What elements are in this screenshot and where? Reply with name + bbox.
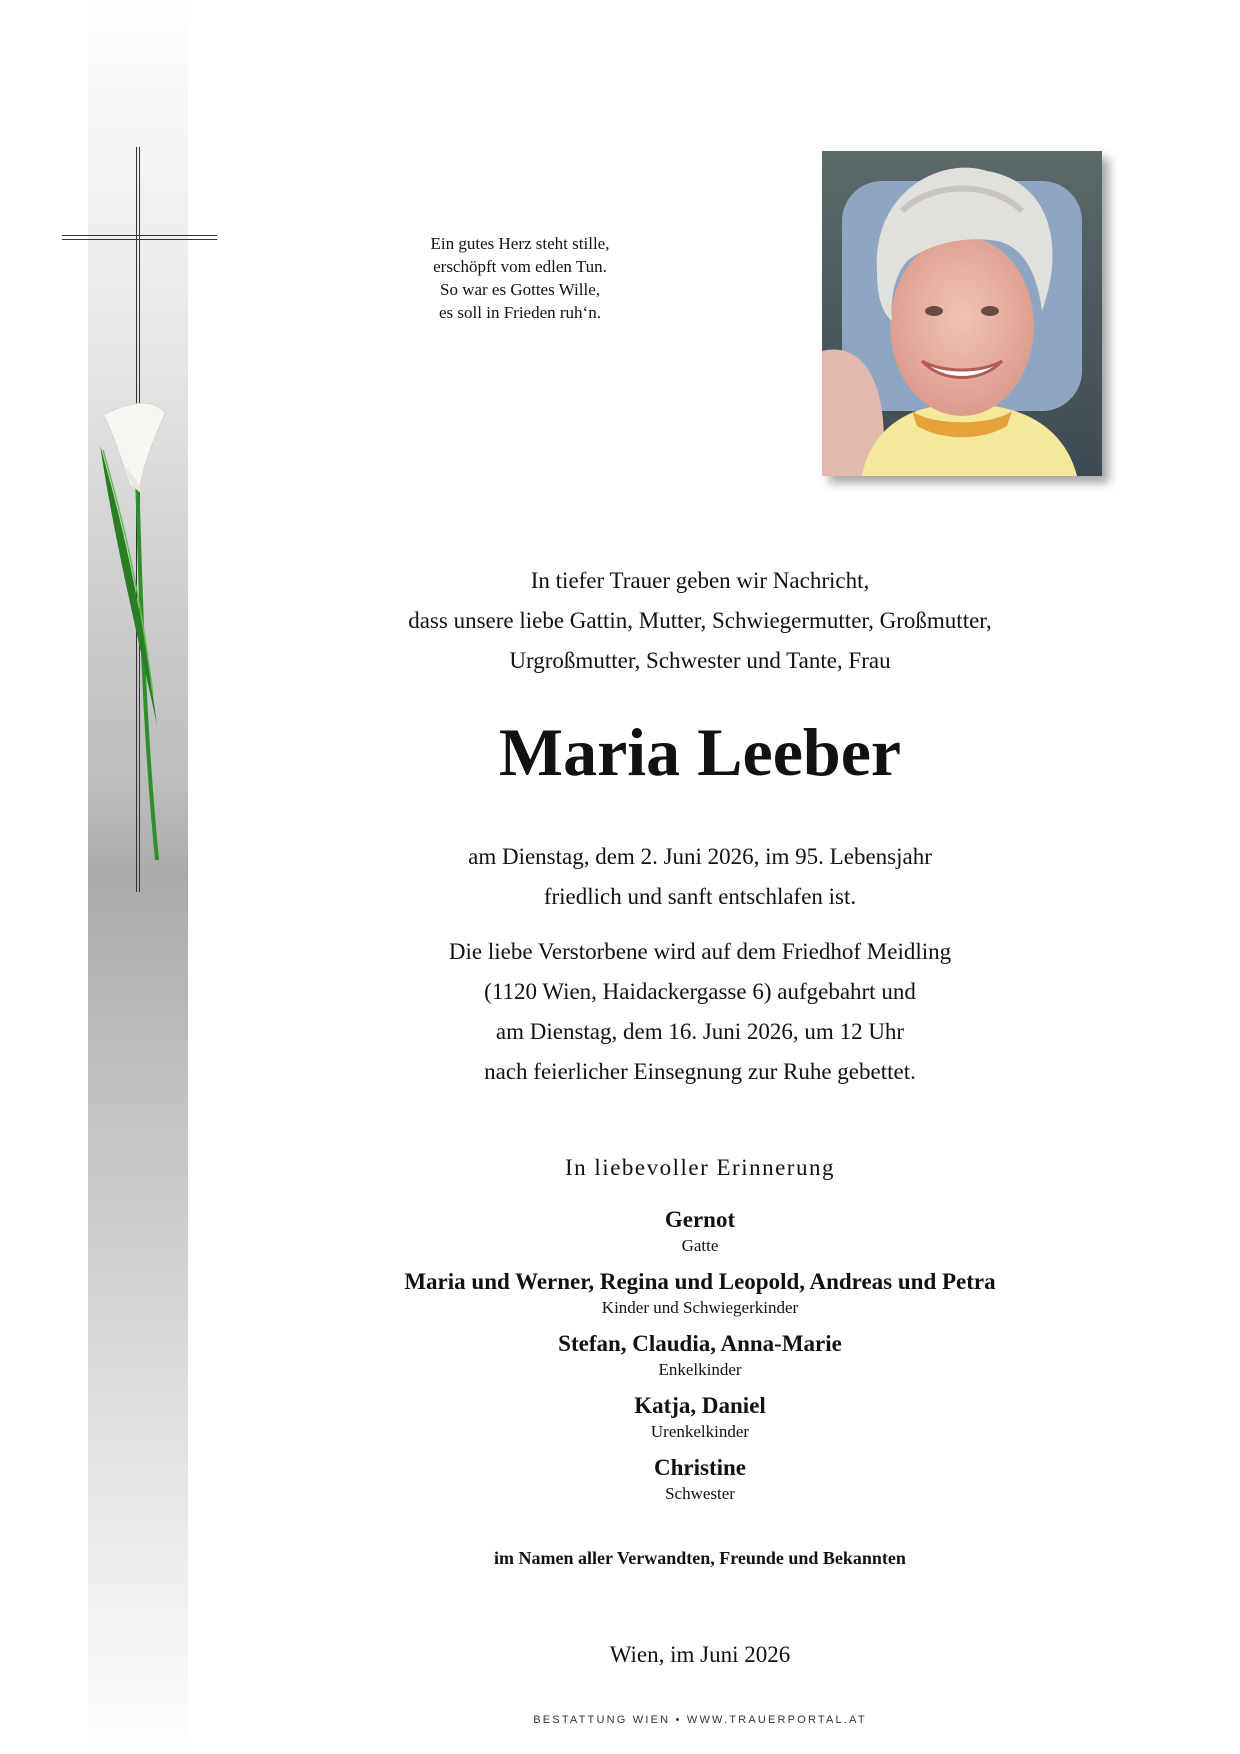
relative-group bbox=[330, 1453, 1070, 1505]
relative-names: Christine bbox=[654, 1455, 746, 1480]
poem-line: Ein gutes Herz steht stille, bbox=[430, 234, 610, 253]
relative-names: Maria und Werner, Regina und Leopold, Andreas und Petra bbox=[404, 1269, 996, 1294]
poem bbox=[400, 232, 640, 324]
poem-line: So war es Gottes Wille, bbox=[439, 280, 600, 299]
intro-line: Urgroßmutter, Schwester und Tante, Frau bbox=[509, 648, 891, 673]
death-line: am Dienstag, dem 2. Juni 2026, im 95. Lebensjahr bbox=[468, 844, 932, 869]
relative-names: Stefan, Claudia, Anna-Marie bbox=[558, 1331, 842, 1356]
place-date: Wien, im Juni 2026 bbox=[609, 1642, 791, 1667]
burial-line: nach feierlicher Einsegnung zur Ruhe gebettet. bbox=[484, 1059, 916, 1084]
intro-line: dass unsere liebe Gattin, Mutter, Schwiegermutter, Großmutter, bbox=[408, 608, 992, 633]
burial-line: am Dienstag, dem 16. Juni 2026, um 12 Uhr bbox=[495, 1019, 905, 1044]
death-date-text bbox=[330, 837, 1070, 917]
poem-line: es soll in Frieden ruh‘n. bbox=[439, 303, 601, 322]
footer-credit: BESTATTUNG WIEN • WWW.TRAUERPORTAL.AT bbox=[533, 1714, 867, 1726]
relative-role: Schwester bbox=[665, 1484, 735, 1503]
relative-group bbox=[330, 1267, 1070, 1319]
deceased-name: Maria Leeber bbox=[498, 714, 902, 790]
intro-line: In tiefer Trauer geben wir Nachricht, bbox=[530, 568, 870, 593]
burial-info bbox=[330, 932, 1070, 1092]
portrait-photo bbox=[822, 151, 1102, 476]
burial-line: Die liebe Verstorbene wird auf dem Friedhof Meidling bbox=[448, 939, 952, 964]
relative-names: Gernot bbox=[664, 1207, 736, 1232]
poem-line: erschöpft vom edlen Tun. bbox=[433, 257, 607, 276]
relative-role: Kinder und Schwiegerkinder bbox=[601, 1298, 799, 1317]
calla-lily-icon bbox=[95, 395, 185, 865]
memory-heading: In liebevoller Erinnerung bbox=[565, 1155, 835, 1180]
announcement-intro bbox=[330, 561, 1070, 681]
relative-group bbox=[330, 1329, 1070, 1381]
relative-role: Enkelkinder bbox=[658, 1360, 742, 1379]
relative-role: Gatte bbox=[681, 1236, 719, 1255]
relative-group bbox=[330, 1391, 1070, 1443]
burial-line: (1120 Wien, Haidackergasse 6) aufgebahrt und bbox=[484, 979, 916, 1004]
death-line: friedlich und sanft entschlafen ist. bbox=[543, 884, 857, 909]
relative-role: Urenkelkinder bbox=[650, 1422, 750, 1441]
cross-icon-horizontal-beam bbox=[62, 235, 217, 240]
relative-group bbox=[330, 1205, 1070, 1257]
relatives-list bbox=[330, 1205, 1070, 1515]
relative-names: Katja, Daniel bbox=[634, 1393, 766, 1418]
closing-line: im Namen aller Verwandten, Freunde und Bekannten bbox=[494, 1548, 906, 1568]
